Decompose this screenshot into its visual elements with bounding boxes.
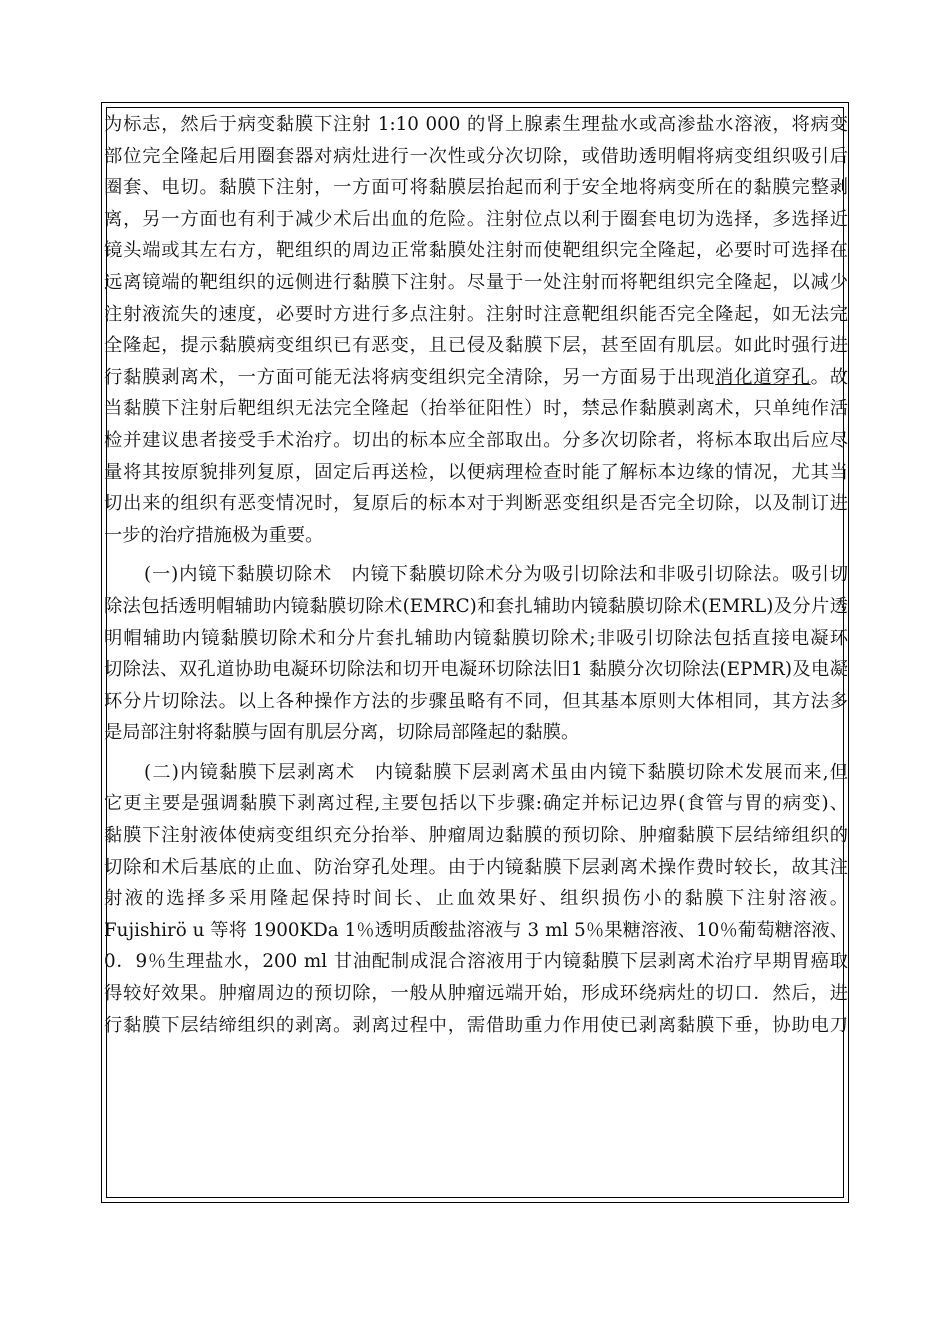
- text-line: 环分片切除法。以上各种操作方法的步骤虽略有不同，但其基本原则大体相同，其方法多: [104, 690, 848, 712]
- text-line: 远离镜端的靶组织的远侧进行黏膜下注射。尽量于一处注射而将靶组织完全隆起，以减少: [104, 271, 848, 293]
- text-line: 得较好效果。肿瘤周边的预切除，一般从肿瘤远端开始，形成环绕病灶的切口．然后，进: [104, 983, 848, 1005]
- text-line: Fujishirö u 等将 1900KDa 1％透明质酸盐溶液与 3 ml 5％果糖溶液、10％葡萄糖溶液、: [104, 919, 848, 941]
- paragraph-2: [104, 559, 848, 749]
- text-line-with-link: [104, 362, 848, 394]
- text-line: 射液的选择多采用隆起保持时间长、止血效果好、组织损伤小的黏膜下注射溶液。: [104, 888, 848, 910]
- term-link-perforation[interactable]: 消化道穿孔: [715, 366, 811, 388]
- text-line: 量将其按原貌排列复原，固定后再送检，以便病理检查时能了解标本边缘的情况，尤其当: [104, 461, 848, 483]
- text-line: 切出来的组织有恶变情况时，复原后的标本对于判断恶变组织是否完全切除，以及制订进: [104, 493, 848, 515]
- text-line: 一步的治疗措施极为重要。: [104, 524, 324, 546]
- text-line: 离，另一方面也有利于减少术后出血的危险。注射位点以利于圈套电切为选择，多选择近: [104, 208, 848, 230]
- paragraph-1: [104, 109, 848, 551]
- text-line: 0．9％生理盐水，200 ml 甘油配制成混合溶液用于内镜黏膜下层剥离术治疗早期胃癌取: [104, 951, 848, 973]
- paragraph-3: [104, 757, 848, 1041]
- text-line: 部位完全隆起后用圈套器对病灶进行一次性或分次切除，或借助透明帽将病变组织吸引后: [104, 145, 848, 167]
- text-line: 它更主要是强调黏膜下剥离过程,主要包括以下步骤:确定并标记边界(食管与胃的病变)、: [104, 793, 848, 815]
- text-line: 是局部注射将黏膜与固有肌层分离，切除局部隆起的黏膜。: [104, 722, 580, 744]
- text-line: 为标志，然后于病变黏膜下注射 1:10 000 的肾上腺素生理盐水或高渗盐水溶液，将病变: [104, 114, 848, 135]
- text-line: 镜头端或其左右方，靶组织的周边正常黏膜处注射而使靶组织完全隆起，必要时可选择在: [104, 240, 848, 262]
- text-line: 除法包括透明帽辅助内镜黏膜切除术(EMRC)和套扎辅助内镜黏膜切除术(EMRL)及分片透: [104, 595, 848, 617]
- text-line: (二)内镜黏膜下层剥离术 内镜黏膜下层剥离术虽由内镜下黏膜切除术发展而来,但: [144, 761, 848, 783]
- text-line: 切除和术后基底的止血、防治穿孔处理。由于内镜黏膜下层剥离术操作费时较长，故其注: [104, 856, 848, 878]
- text-line: 圈套、电切。黏膜下注射，一方面可将黏膜层抬起而利于安全地将病变所在的黏膜完整剥: [104, 177, 848, 199]
- text-line: 黏膜下注射液体使病变组织充分抬举、肿瘤周边黏膜的预切除、肿瘤黏膜下层结缔组织的: [104, 825, 848, 847]
- text-line: 全隆起，提示黏膜病变组织已有恶变，且已侵及黏膜下层，甚至固有肌层。如此时强行进: [104, 335, 848, 357]
- text-span: 。故: [810, 366, 848, 388]
- text-line: 切除法、双孔道协助电凝环切除法和切开电凝环切除法旧1 黏膜分次切除法(EPMR)及电凝: [104, 659, 848, 681]
- text-line: 注射液流失的速度，必要时方进行多点注射。注射时注意靶组织能否完全隆起，如无法完: [104, 303, 848, 325]
- document-body: [104, 109, 848, 1041]
- text-span: 行黏膜剥离术，一方面可能无法将病变组织完全清除，另一方面易于出现: [104, 366, 716, 388]
- text-line: 行黏膜下层结缔组织的剥离。剥离过程中，需借助重力作用使已剥离黏膜下垂，协助电刀: [104, 1014, 848, 1036]
- text-line: 明帽辅助内镜黏膜切除术和分片套扎辅助内镜黏膜切除术;非吸引切除法包括直接电凝环: [104, 627, 848, 649]
- text-line: 当黏膜下注射后靶组织无法完全隆起（抬举征阳性）时，禁忌作黏膜剥离术，只单纯作活: [104, 398, 848, 420]
- text-line: 检并建议患者接受手术治疗。切出的标本应全部取出。分多次切除者，将标本取出后应尽: [104, 429, 848, 451]
- text-line: (一)内镜下黏膜切除术 内镜下黏膜切除术分为吸引切除法和非吸引切除法。吸引切: [144, 564, 848, 586]
